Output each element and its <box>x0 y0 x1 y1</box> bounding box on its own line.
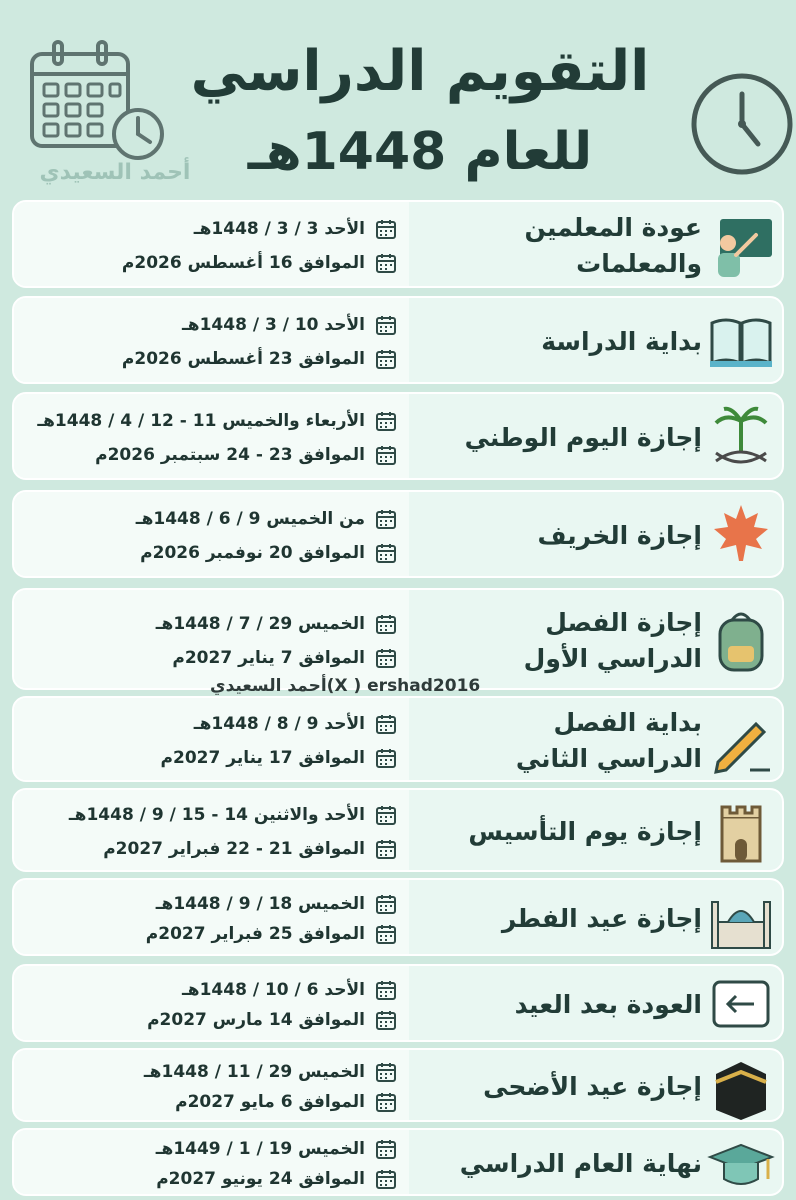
hijri-date <box>37 312 397 338</box>
wall-clock-icon <box>686 68 796 178</box>
calendar-icon <box>375 1138 397 1160</box>
row-dates <box>14 202 409 286</box>
hijri-date <box>37 506 397 532</box>
calendar-row <box>12 696 784 782</box>
gregorian-date <box>37 540 397 566</box>
hijri-date-text: الأحد 3 / 3 / 1448هـ <box>193 219 365 239</box>
header <box>0 0 796 196</box>
calendar-icon <box>375 508 397 530</box>
gregorian-date-text: الموافق 23 - 24 سبتمبر 2026م <box>95 445 365 465</box>
event-label: إجازة عيد الفطر <box>501 904 702 933</box>
calendar-icon <box>375 713 397 735</box>
gregorian-date-text: الموافق 14 مارس 2027م <box>147 1010 365 1030</box>
gregorian-date <box>37 346 397 372</box>
calendar-icon <box>375 444 397 466</box>
calendar-icon <box>375 314 397 336</box>
event-label: إجازة يوم التأسيس <box>468 817 702 846</box>
author-signature: أحمد السعيدي <box>39 160 191 185</box>
gregorian-date <box>37 1007 397 1033</box>
gregorian-date-text: الموافق 21 - 22 فبراير 2027م <box>103 839 365 859</box>
row-dates <box>14 1050 409 1120</box>
row-dates <box>14 698 409 780</box>
hijri-date-text: الأحد والاثنين 14 - 15 / 9 / 1448هـ <box>68 805 365 825</box>
gregorian-date <box>37 836 397 862</box>
gregorian-date-text: الموافق 20 نوفمبر 2026م <box>140 543 365 563</box>
row-dates <box>14 492 409 576</box>
hijri-date <box>37 802 397 828</box>
calendar-row <box>12 296 784 384</box>
page-title-line1: التقويم الدراسي <box>190 39 650 104</box>
gregorian-date <box>37 745 397 771</box>
calendar-icon <box>375 410 397 432</box>
row-dates <box>14 298 409 382</box>
calendar-icon <box>375 1009 397 1031</box>
calendar-icon <box>375 348 397 370</box>
calendar-icon <box>375 923 397 945</box>
hijri-date <box>37 891 397 917</box>
calendar-icon <box>375 804 397 826</box>
calendar-icon <box>375 252 397 274</box>
gregorian-date <box>37 1089 397 1115</box>
calendar-icon <box>375 1168 397 1190</box>
palm-swords-icon <box>706 401 776 471</box>
row-dates <box>14 790 409 870</box>
calendar-icon <box>375 613 397 635</box>
hijri-date-text: الأحد 10 / 3 / 1448هـ <box>181 315 365 335</box>
event-label: نهاية العام الدراسي <box>459 1149 702 1178</box>
hijri-date-text: الخميس 18 / 9 / 1448هـ <box>155 894 365 914</box>
teacher-board-icon <box>706 209 776 279</box>
hijri-date-text: من الخميس 9 / 6 / 1448هـ <box>135 509 365 529</box>
gregorian-date-text: الموافق 23 أغسطس 2026م <box>121 349 365 369</box>
row-dates <box>14 1130 409 1194</box>
graduation-cap-icon <box>706 1127 776 1197</box>
event-label: إجازة اليوم الوطني <box>464 423 702 452</box>
page-title-line2: للعام 1448هـ <box>247 122 593 182</box>
hijri-date <box>37 611 397 637</box>
calendar-icon <box>375 647 397 669</box>
event-label: بداية الدراسة <box>541 327 702 356</box>
return-arrow-icon <box>706 968 776 1038</box>
watermark: أحمد السعيدي(X ) ershad2016 <box>210 676 481 696</box>
gregorian-date-text: الموافق 24 يونيو 2027م <box>156 1169 365 1189</box>
calendar-icon <box>375 838 397 860</box>
hijri-date <box>37 1136 397 1162</box>
calendar-clock-icon <box>28 38 164 162</box>
row-dates <box>14 966 409 1040</box>
gregorian-date <box>37 1166 397 1192</box>
gregorian-date-text: الموافق 6 مايو 2027م <box>175 1092 365 1112</box>
row-dates <box>14 880 409 954</box>
calendar-icon <box>375 1091 397 1113</box>
open-book-icon <box>706 305 776 375</box>
calendar-row <box>12 964 784 1042</box>
calendar-row <box>12 788 784 872</box>
calendar-row <box>12 200 784 288</box>
backpack-icon <box>706 604 776 674</box>
calendar-row <box>12 1128 784 1196</box>
calendar-icon <box>375 893 397 915</box>
hijri-date-text: الأحد 9 / 8 / 1448هـ <box>193 714 365 734</box>
row-dates <box>14 590 409 688</box>
hijri-date <box>37 408 397 434</box>
mosque-icon <box>706 882 776 952</box>
hijri-date <box>37 711 397 737</box>
hijri-date-text: الأحد 6 / 10 / 1448هـ <box>181 980 365 1000</box>
event-label: إجازة عيد الأضحى <box>483 1072 702 1101</box>
calendar-row <box>12 392 784 480</box>
gregorian-date <box>37 921 397 947</box>
event-label: إجازة الخريف <box>537 521 702 550</box>
hijri-date <box>37 977 397 1003</box>
kaaba-icon <box>706 1050 776 1120</box>
calendar-row <box>12 1048 784 1122</box>
hijri-date-text: الخميس 29 / 7 / 1448هـ <box>155 614 365 634</box>
gregorian-date-text: الموافق 17 يناير 2027م <box>160 748 365 768</box>
fort-tower-icon <box>706 795 776 865</box>
hijri-date <box>37 216 397 242</box>
hijri-date-text: الخميس 29 / 11 / 1448هـ <box>143 1062 365 1082</box>
gregorian-date <box>37 442 397 468</box>
event-label: إجازة الفصل الدراسي الأول <box>523 608 702 673</box>
calendar-icon <box>375 542 397 564</box>
calendar-icon <box>375 218 397 240</box>
event-label: العودة بعد العيد <box>514 990 702 1019</box>
gregorian-date <box>37 250 397 276</box>
event-label: عودة المعلمين والمعلمات <box>524 213 702 278</box>
gregorian-date <box>37 645 397 671</box>
event-label: بداية الفصل الدراسي الثاني <box>515 708 702 773</box>
calendar-icon <box>375 747 397 769</box>
gregorian-date-text: الموافق 25 فبراير 2027م <box>145 924 365 944</box>
gregorian-date-text: الموافق 7 يناير 2027م <box>172 648 365 668</box>
calendar-icon <box>375 979 397 1001</box>
calendar-row <box>12 490 784 578</box>
gregorian-date-text: الموافق 16 أغسطس 2026م <box>121 253 365 273</box>
row-dates <box>14 394 409 478</box>
pencil-icon <box>706 704 776 774</box>
calendar-row <box>12 588 784 690</box>
hijri-date <box>37 1059 397 1085</box>
hijri-date-text: الأربعاء والخميس 11 - 12 / 4 / 1448هـ <box>37 411 365 431</box>
calendar-icon <box>375 1061 397 1083</box>
calendar-row <box>12 878 784 956</box>
maple-leaf-icon <box>706 499 776 569</box>
hijri-date-text: الخميس 19 / 1 / 1449هـ <box>155 1139 365 1159</box>
